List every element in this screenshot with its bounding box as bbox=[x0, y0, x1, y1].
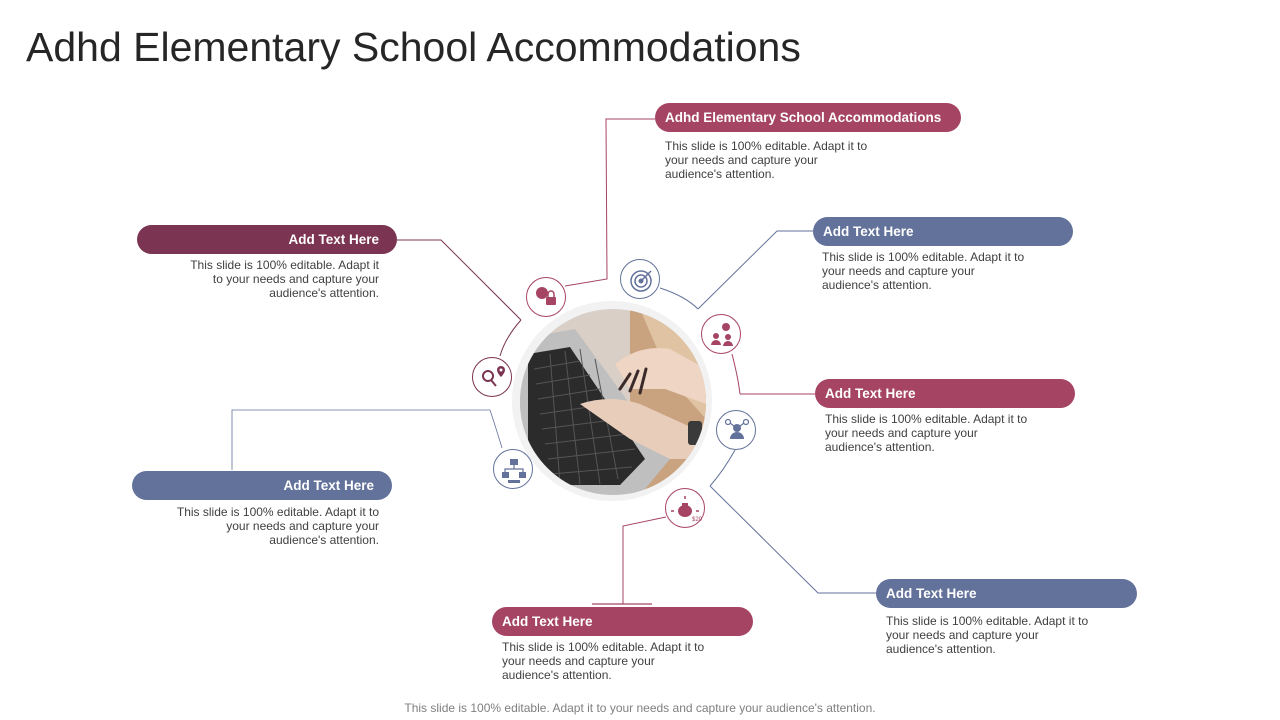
arc-right-2 bbox=[732, 354, 740, 394]
puzzle-lock-icon bbox=[526, 277, 566, 317]
money-people-icon bbox=[701, 314, 741, 354]
label-right-3: Add Text Here bbox=[876, 579, 1137, 608]
desc-right-3: This slide is 100% editable. Adapt it to your needs and capture your audience's attention. bbox=[886, 614, 1089, 656]
money-bag-icon bbox=[665, 488, 705, 528]
arc-left-mid bbox=[490, 410, 502, 448]
desc-left-mid: This slide is 100% editable. Adapt it to your needs and capture your audience's attention. bbox=[176, 505, 379, 547]
location-search-icon bbox=[472, 357, 512, 397]
target-icon bbox=[620, 259, 660, 299]
label-left-mid: Add Text Here bbox=[132, 471, 392, 500]
svg-text:$20: $20 bbox=[692, 517, 703, 523]
connector-right-1 bbox=[698, 231, 813, 309]
desc-top: This slide is 100% editable. Adapt it to your needs and capture your audience's attention. bbox=[665, 139, 868, 181]
arc-right-3 bbox=[710, 450, 735, 486]
desc-bottom: This slide is 100% editable. Adapt it to your needs and capture your audience's attention. bbox=[502, 640, 705, 682]
label-bottom: Add Text Here bbox=[492, 607, 753, 636]
arc-left-top bbox=[500, 320, 521, 356]
label-right-2: Add Text Here bbox=[815, 379, 1075, 408]
connector-left-top bbox=[397, 240, 521, 320]
label-left-top: Add Text Here bbox=[137, 225, 397, 254]
desc-right-2: This slide is 100% editable. Adapt it to your needs and capture your audience's attention. bbox=[825, 412, 1028, 454]
hierarchy-icon bbox=[493, 449, 533, 489]
connector-bottom bbox=[623, 517, 666, 604]
connector-right-3 bbox=[710, 486, 876, 593]
arc-right-1 bbox=[660, 288, 698, 309]
desc-right-1: This slide is 100% editable. Adapt it to your needs and capture your audience's attention. bbox=[822, 250, 1025, 292]
page-title: Adhd Elementary School Accommodations bbox=[26, 24, 801, 70]
label-right-1: Add Text Here bbox=[813, 217, 1073, 246]
label-top: Adhd Elementary School Accommodations bbox=[655, 103, 961, 132]
footer-note: This slide is 100% editable. Adapt it to your needs and capture your audience's attention. bbox=[404, 701, 876, 715]
connector-left-mid bbox=[232, 410, 490, 470]
user-network-icon bbox=[716, 410, 756, 450]
desc-left-top: This slide is 100% editable. Adapt it to your needs and capture your audience's attention. bbox=[190, 258, 379, 300]
laptop-photo bbox=[520, 309, 706, 495]
